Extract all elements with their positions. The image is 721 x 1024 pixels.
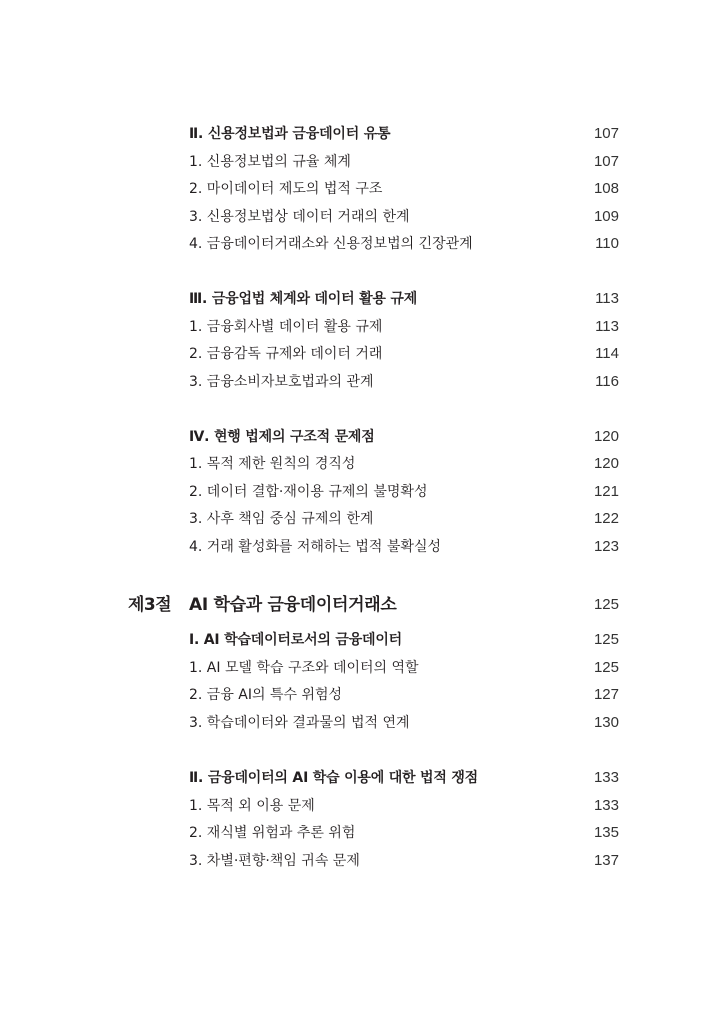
toc-page-number: 110 <box>595 235 619 252</box>
toc-entry-title: Ⅲ. 금융업법 체계와 데이터 활용 규제 <box>189 291 418 307</box>
toc-entry[interactable] <box>189 850 619 872</box>
toc-page-number: 107 <box>593 153 619 170</box>
toc-page-number: 125 <box>593 659 619 676</box>
toc-entry-title: 4. 거래 활성화를 저해하는 법적 불확실성 <box>189 539 441 555</box>
toc-entry-title: 2. 재식별 위험과 추론 위험 <box>189 825 356 841</box>
toc-entry-title: 3. 사후 책임 중심 규제의 한계 <box>189 511 374 527</box>
toc-chapter[interactable] <box>128 592 619 618</box>
toc-entry-title: 3. 차별·편향·책임 귀속 문제 <box>189 853 360 869</box>
toc-entry[interactable] <box>189 206 619 228</box>
toc-page-number: 123 <box>593 538 619 555</box>
toc-entry-title: 4. 금융데이터거래소와 신용정보법의 긴장관계 <box>189 236 473 252</box>
toc-heading[interactable] <box>189 767 619 789</box>
toc-page-number: 109 <box>593 208 619 225</box>
toc-entry[interactable] <box>189 151 619 173</box>
toc-page-number: 125 <box>593 596 619 613</box>
toc-entry-title: 1. AI 모델 학습 구조와 데이터의 역할 <box>189 660 419 676</box>
toc-entry[interactable] <box>189 233 619 255</box>
toc-page-number: 133 <box>593 769 619 786</box>
toc-entry[interactable] <box>189 657 619 679</box>
toc-entry-title: 2. 금융감독 규제와 데이터 거래 <box>189 346 383 362</box>
toc-entry-title: 1. 신용정보법의 규율 체계 <box>189 154 351 170</box>
toc-page-number: 135 <box>593 824 619 841</box>
toc-page-number: 122 <box>593 510 619 527</box>
toc-page-number: 137 <box>593 852 619 869</box>
toc-entry-title: 1. 금융회사별 데이터 활용 규제 <box>189 319 383 335</box>
toc-heading[interactable] <box>189 426 619 448</box>
toc-page-number: 116 <box>595 373 619 390</box>
toc-entry[interactable] <box>189 508 619 530</box>
toc-entry-title: Ⅱ. 신용정보법과 금융데이터 유통 <box>189 126 391 142</box>
toc-page-number: 133 <box>593 797 619 814</box>
toc-entry[interactable] <box>189 343 619 365</box>
toc-entry-title: 2. 마이데이터 제도의 법적 구조 <box>189 181 383 197</box>
toc-entry-title: Ⅱ. 금융데이터의 AI 학습 이용에 대한 법적 쟁점 <box>189 770 479 786</box>
toc-entry-title: 3. 금융소비자보호법과의 관계 <box>189 374 374 390</box>
toc-entry-title: 2. 금융 AI의 특수 위험성 <box>189 687 343 703</box>
toc-heading[interactable] <box>189 629 619 651</box>
toc-page-number: 113 <box>595 318 619 335</box>
toc-entry[interactable] <box>189 481 619 503</box>
toc-entry[interactable] <box>189 178 619 200</box>
toc-entry[interactable] <box>189 453 619 475</box>
toc-entry-title: 3. 신용정보법상 데이터 거래의 한계 <box>189 209 410 225</box>
toc-page-number: 114 <box>595 345 619 362</box>
toc-entry[interactable] <box>189 684 619 706</box>
toc-entry[interactable] <box>189 795 619 817</box>
toc-entry-title: Ⅳ. 현행 법제의 구조적 문제점 <box>189 429 375 445</box>
toc-page-number: 113 <box>595 290 619 307</box>
toc-entry-title: 2. 데이터 결합·재이용 규제의 불명확성 <box>189 484 428 500</box>
toc-entry-title: AI 학습과 금융데이터거래소 <box>189 595 397 615</box>
chapter-label: 제3절 <box>128 595 172 615</box>
toc-entry-title: Ⅰ. AI 학습데이터로서의 금융데이터 <box>189 632 403 648</box>
toc-heading[interactable] <box>189 123 619 145</box>
toc-entry[interactable] <box>189 712 619 734</box>
toc-heading[interactable] <box>189 288 619 310</box>
toc-page-number: 120 <box>593 428 619 445</box>
toc-entry[interactable] <box>189 822 619 844</box>
toc-entry-title: 1. 목적 외 이용 문제 <box>189 798 315 814</box>
toc-entry[interactable] <box>189 316 619 338</box>
toc-page-number: 130 <box>593 714 619 731</box>
toc-page-number: 120 <box>593 455 619 472</box>
toc-page-number: 127 <box>593 686 619 703</box>
toc-page-number: 125 <box>593 631 619 648</box>
toc-page-number: 108 <box>593 180 619 197</box>
toc-page-number: 121 <box>593 483 619 500</box>
toc-entry[interactable] <box>189 371 619 393</box>
toc-entry-title: 3. 학습데이터와 결과물의 법적 연계 <box>189 715 410 731</box>
toc-entry-title: 1. 목적 제한 원칙의 경직성 <box>189 456 356 472</box>
toc-page-number: 107 <box>593 125 619 142</box>
toc-entry[interactable] <box>189 536 619 558</box>
